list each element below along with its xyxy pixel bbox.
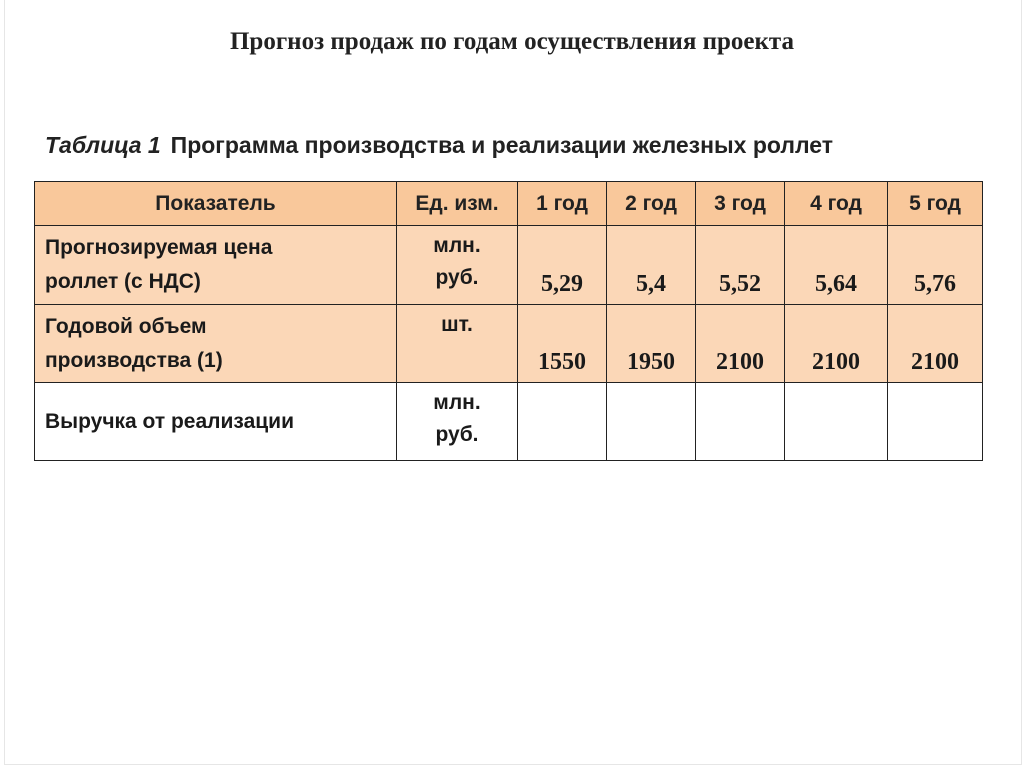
slide-title: Прогноз продаж по годам осуществления проекта: [229, 28, 795, 55]
value-cell: [518, 383, 607, 461]
value-cell: [696, 383, 785, 461]
value-cell: 5,76: [888, 226, 983, 305]
row-unit-line: млн.: [433, 391, 481, 414]
header-year-5: 5 год: [888, 182, 983, 226]
row-unit: [397, 305, 518, 383]
row-unit-line: млн.: [433, 234, 481, 257]
row-name-line: производства (1): [45, 348, 223, 372]
row-name: [35, 305, 397, 383]
table-row-volume: [35, 305, 983, 383]
row-name: [35, 226, 397, 305]
value-cell: 2100: [696, 305, 785, 383]
table-caption-label: Таблица 1: [45, 132, 161, 158]
value-cell: [607, 383, 696, 461]
row-name-line: Выручка от реализации: [45, 409, 294, 433]
value-cell: 2100: [888, 305, 983, 383]
row-name: [35, 383, 397, 461]
header-unit: Ед. изм.: [397, 182, 518, 226]
header-indicator: Показатель: [35, 182, 397, 226]
value-cell: 1550: [518, 305, 607, 383]
value-cell: 5,29: [518, 226, 607, 305]
row-name-line: Прогнозируемая цена: [45, 236, 273, 259]
table-row-price: [35, 226, 983, 305]
value-cell: 1950: [607, 305, 696, 383]
value-cell: 2100: [785, 305, 888, 383]
value-cell: 5,64: [785, 226, 888, 305]
value-cell: [785, 383, 888, 461]
value-cell: [888, 383, 983, 461]
production-table: [34, 181, 983, 461]
table-header-row: [35, 182, 983, 226]
row-unit-line: руб.: [435, 266, 479, 289]
row-unit-line: руб.: [435, 423, 479, 446]
table-caption-text: Программа производства и реализации железных роллет: [170, 132, 834, 158]
header-year-1: 1 год: [518, 182, 607, 226]
table-caption: [45, 132, 1020, 159]
row-unit: [397, 226, 518, 305]
table-row-revenue: [35, 383, 983, 461]
header-year-3: 3 год: [696, 182, 785, 226]
row-name-line: роллет (с НДС): [45, 270, 201, 293]
row-unit: [397, 383, 518, 461]
header-year-2: 2 год: [607, 182, 696, 226]
value-cell: 5,4: [607, 226, 696, 305]
value-cell: 5,52: [696, 226, 785, 305]
row-unit-line: шт.: [441, 313, 473, 336]
row-name-line: Годовой объем: [45, 314, 207, 338]
header-year-4: 4 год: [785, 182, 888, 226]
